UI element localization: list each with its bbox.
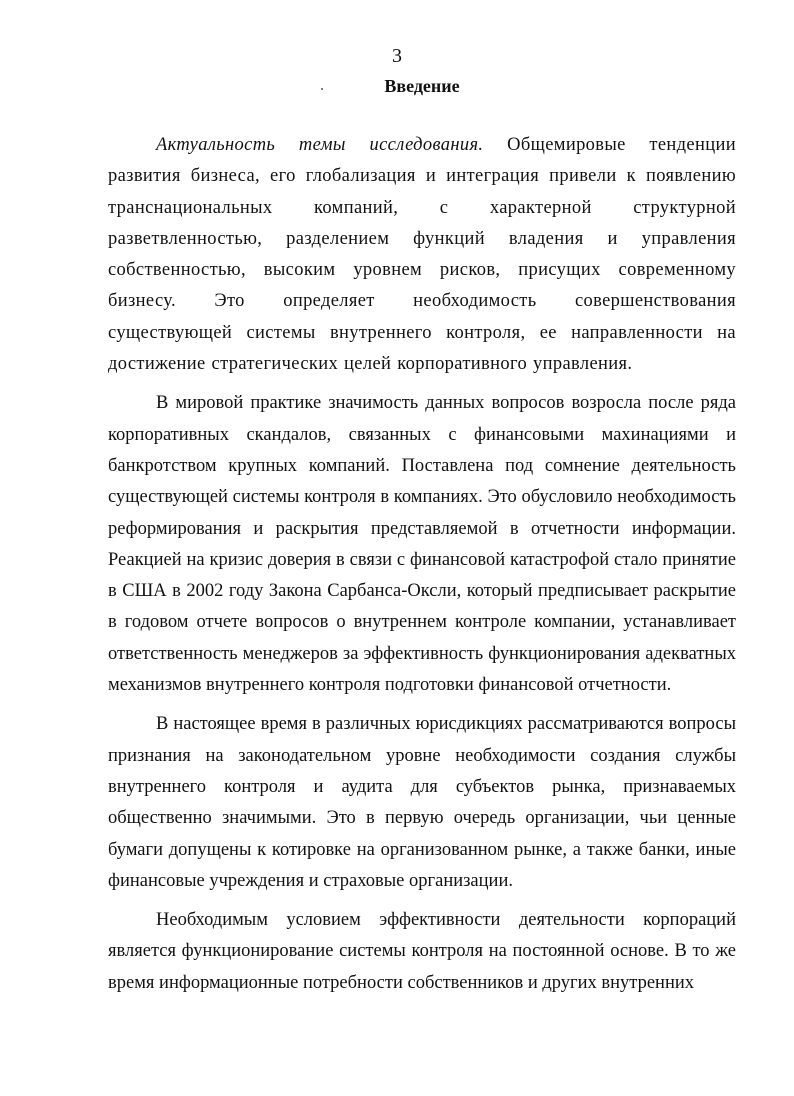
section-heading: Введение [384,76,460,96]
paragraph-efficiency: Необходимым условием эффективности деятельности корпораций является функционирование системы контроля на постоянной основе. В то же время информационные потребности собственников и других внутренних [108,910,736,993]
paragraph-world-practice: В мировой практике значимость данных вопросов возросла после ряда корпоративных скандалов, связанных с финансовыми махинациями и банкротством крупных компаний. Поставлена под сомнение деятельность существующей системы контроля в компаниях. Это обусловило необходимость реформирования и раскрытия представляемой в отчетности информации. Реакцией на кризис доверия в связи с финансовой катастрофой стало принятие в США в 2002 году Закона Сарбанса-Оксли, который предписывает раскрытие в годовом отчете вопросов о внутреннем контроле компании, устанавливает ответственность менеджеров за эффективность функционирования адекватных механизмов внутреннего контроля подготовки финансовой отчетности. [108,393,736,696]
paragraph-jurisdictions: В настоящее время в различных юрисдикциях рассматриваются вопросы признания на законодательном уровне необходимости создания службы внутреннего контроля и аудита для субъектов рынка, признаваемых общественно значимыми. Это в первую очередь организации, чьи ценные бумаги допущены к котировке на организованном рынке, а также банки, иные финансовые учреждения и страховые организации. [108,714,736,891]
page-number: 3 [392,45,402,67]
paragraph-relevance [108,130,736,380]
paragraph-lead-italic: Актуальность темы исследования. [156,135,484,155]
body-text [108,130,736,999]
paragraph-text: Общемировые тенденции развития бизнеса, его глобализация и интеграция привели к появлению транснациональных компаний, с характерной структурной разветвленностью, разделением функций владения и управления собственностью, высоким уровнем рисков, присущих современному бизнесу. Это определяет необходимость совершенствования существующей системы внутреннего контроля, ее направленности на достижение стратегических целей корпоративного управления. [108,135,736,375]
